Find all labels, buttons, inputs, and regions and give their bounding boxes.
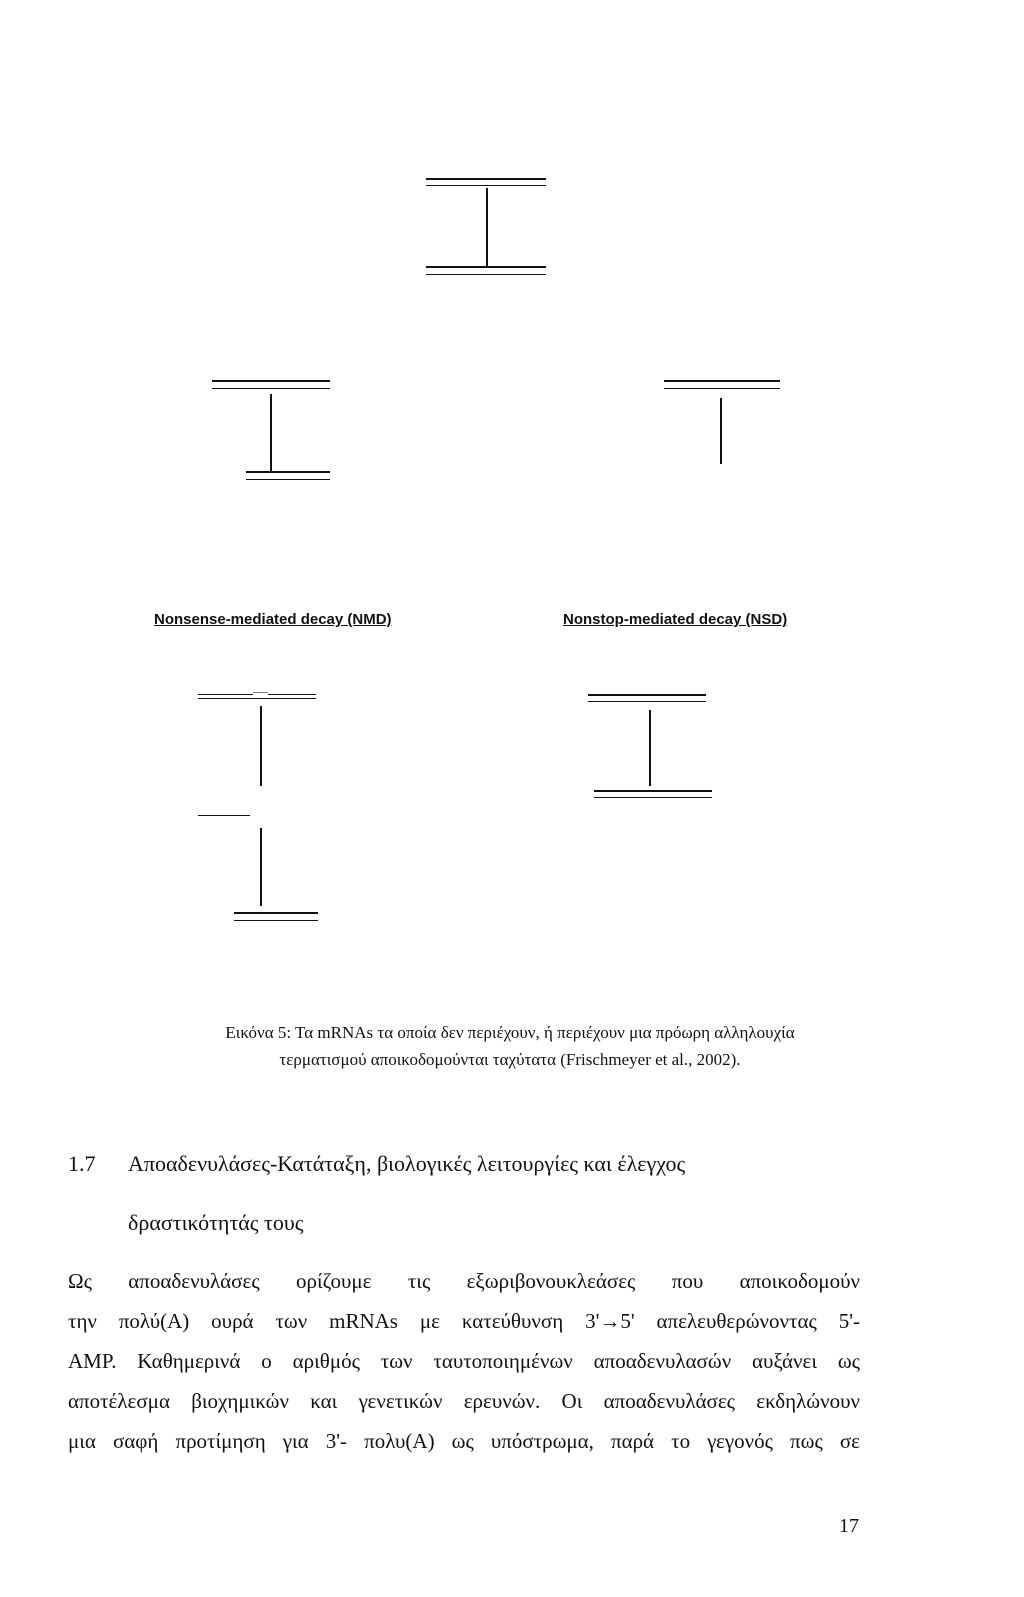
body-line-3: AMP. Καθημερινά ο αριθμός των ταυτοποιημένων αποαδενυλασών αυξάνει ως [68,1349,860,1373]
label-nsd: Nonstop-mediated decay (NSD) [563,611,788,628]
label-nmd: Nonsense-mediated decay (NMD) [154,611,392,628]
body-line-5: μια σαφή προτίμηση για 3'- πολυ(Α) ως υπόστρωμα, παρά το γεγονός πως σε [68,1429,860,1453]
body-line-2: την πολύ(Α) ουρά των mRNAs με κατεύθυνση 3'→5' απελευθερώνοντας 5'- [68,1309,860,1333]
section-number: 1.7 [68,1151,96,1176]
section-title-line-1: Αποαδενυλάσες-Κατάταξη, βιολογικές λειτουργίες και έλεγχος [128,1151,686,1176]
body-line-4: αποτέλεσμα βιοχημικών και γενετικών ερευνών. Οι αποαδενυλάσες εκδηλώνουν [68,1389,860,1413]
caption-line-2: τερματισμού αποικοδομούνται ταχύτατα (Frischmeyer et al., 2002). [279,1050,741,1069]
page-number: 17 [839,1515,859,1537]
section-title-line-2: δραστικότητάς τους [128,1210,304,1235]
caption-line-1: Εικόνα 5: Τα mRNAs τα οποία δεν περιέχουν, ή περιέχουν μια πρόωρη αλληλουχία [225,1023,795,1042]
body-line-1: Ως αποαδενυλάσες ορίζουμε τις εξωριβονουκλεάσες που αποικοδομούν [68,1269,860,1293]
body-paragraph [68,1261,860,1461]
figure-caption [150,1019,870,1073]
